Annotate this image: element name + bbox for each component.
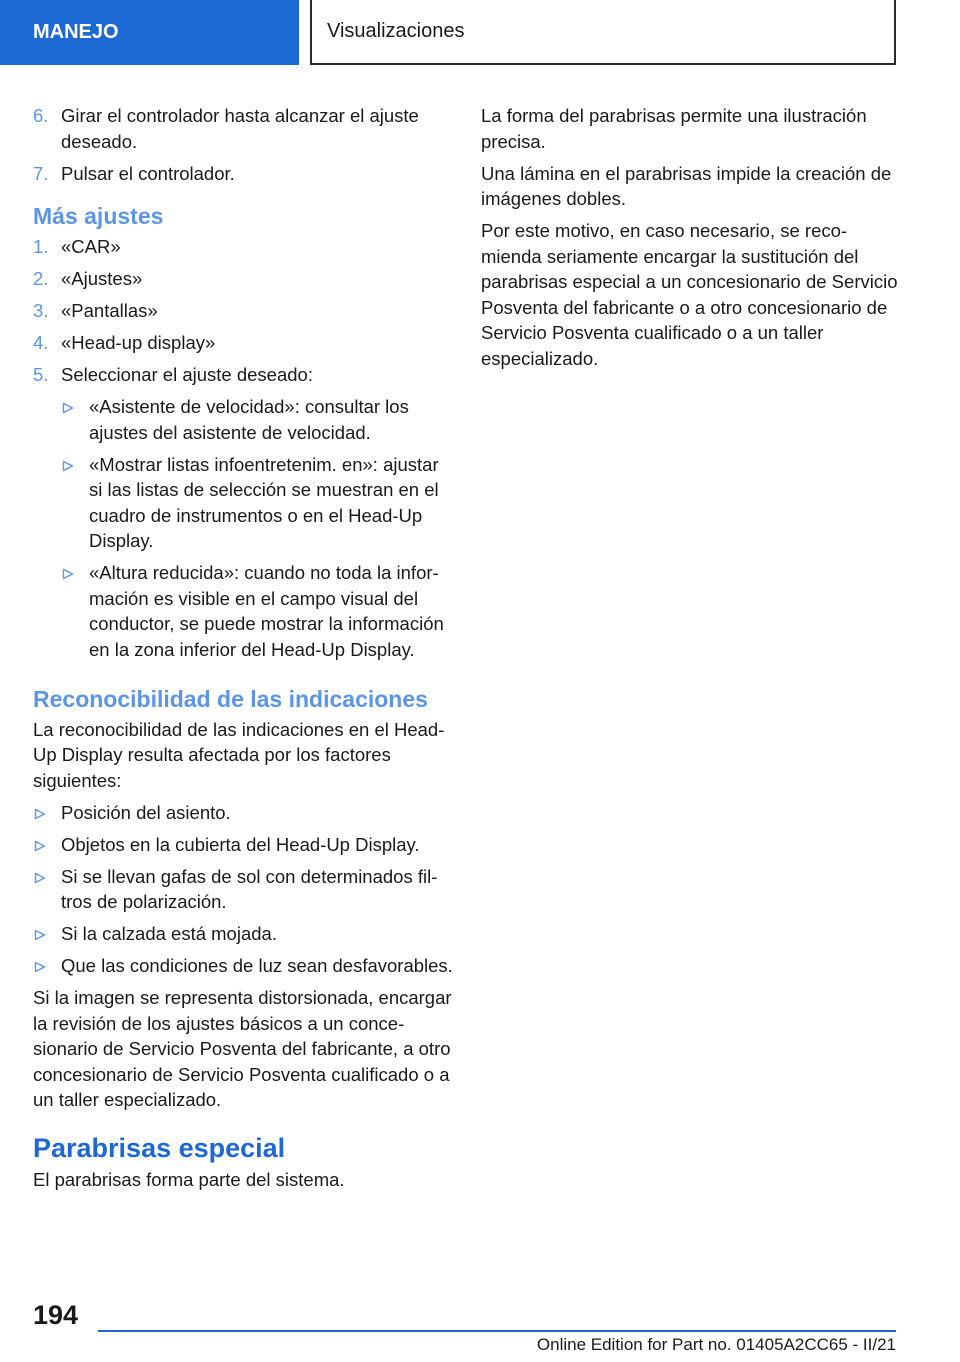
footer-edition: Online Edition for Part no. 01405A2CC65 - II/21	[536, 1335, 896, 1354]
list-item	[33, 362, 453, 669]
list-item	[33, 298, 453, 324]
list-item	[33, 864, 453, 915]
step-number: 5.	[33, 364, 49, 385]
step-content	[61, 362, 453, 669]
list-item	[33, 161, 453, 187]
header-title-box	[310, 0, 896, 65]
paragraph: Una lámina en el parabrisas impide la creación de imágenes dobles.	[481, 162, 892, 209]
triangle-bullet-icon	[33, 921, 61, 947]
step-number: 6.	[33, 105, 49, 126]
step-text: «Head-up display»	[61, 332, 216, 353]
header-title: Visualizaciones	[327, 20, 465, 42]
setting-options-list	[61, 394, 453, 662]
list-item	[33, 953, 453, 979]
list-item	[33, 800, 453, 826]
triangle-bullet-icon	[33, 832, 61, 858]
heading-parabrisas-especial: Parabrisas especial	[33, 1132, 286, 1163]
paragraph: Por este motivo, en caso necesario, se recomienda seriamente encargar la sustitución del parabrisas especial a un concesionario de Servicio Posventa del fabricante o a otro concesionario de Servicio Posventa cualificado o a un taller especializado.	[481, 220, 898, 369]
list-item	[33, 266, 453, 292]
option-text: «Mostrar listas infoentretenim. en»: ajustar si las listas de selección se muestran en el cuadro de instrumentos o en el Head-Up Display.	[89, 453, 439, 551]
triangle-bullet-icon	[61, 394, 89, 445]
list-item	[33, 103, 453, 154]
list-item	[33, 832, 453, 858]
step-number: 7.	[33, 162, 49, 184]
list-item	[33, 234, 453, 260]
triangle-bullet-icon	[61, 560, 89, 662]
factor-text: Posición del asiento.	[61, 801, 231, 823]
paragraph: La forma del parabrisas permite una ilustración precisa.	[481, 105, 867, 152]
step-text: Seleccionar el ajuste deseado:	[61, 364, 313, 385]
step-text: Girar el controlador hasta alcanzar el ajuste deseado.	[61, 105, 419, 152]
recon-intro: La reconocibilidad de las indicaciones en el Head-Up Display resulta afectada por los factores siguientes:	[33, 718, 445, 791]
page-number: 194	[33, 1300, 79, 1330]
list-item	[33, 330, 453, 356]
recon-outro: Si la imagen se representa distorsionada, encargar la revisión de los ajustes básicos a un concesionario de Servicio Posventa del fabricante, a otro concesionario de Servicio Posventa cualificado o a un taller especializado.	[33, 987, 452, 1110]
step-text: «Pantallas»	[61, 300, 158, 321]
step-text: «CAR»	[61, 236, 121, 257]
heading-reconocibilidad: Reconocibilidad de las indicaciones	[33, 685, 428, 712]
step-number: 3.	[33, 300, 49, 321]
triangle-bullet-icon	[33, 800, 61, 826]
footer-divider	[98, 1330, 896, 1332]
triangle-bullet-icon	[61, 452, 89, 554]
option-text: «Altura reducida»: cuando no toda la información es visible en el campo visual del conductor, se puede mostrar la información en la zona inferior del Head-Up Display.	[89, 562, 444, 660]
heading-mas-ajustes: Más ajustes	[33, 203, 164, 229]
right-column	[481, 103, 901, 378]
step-text: Pulsar el controlador.	[61, 162, 235, 184]
factor-text: Si se llevan gafas de sol con determinados filtros de polarización.	[61, 865, 438, 912]
factor-text: Si la calzada está mojada.	[61, 923, 277, 944]
steps-mas-ajustes	[33, 234, 453, 669]
list-item	[33, 921, 453, 947]
step-number: 2.	[33, 268, 49, 289]
header-section-label: MANEJO	[33, 21, 119, 43]
recon-factors-list	[33, 800, 453, 979]
left-column	[33, 103, 453, 1199]
list-item	[61, 452, 453, 554]
triangle-bullet-icon	[33, 953, 61, 979]
factor-text: Objetos en la cubierta del Head-Up Display.	[61, 833, 420, 855]
list-item	[61, 560, 453, 662]
option-text: «Asistente de velocidad»: consultar los ajustes del asistente de velocidad.	[89, 396, 409, 443]
header-section-tab	[0, 0, 299, 65]
parabrisas-text: El parabrisas forma parte del sistema.	[33, 1168, 345, 1190]
step-number: 4.	[33, 332, 49, 353]
list-item	[61, 394, 453, 445]
steps-continued	[33, 103, 453, 186]
step-text: «Ajustes»	[61, 268, 143, 289]
triangle-bullet-icon	[33, 864, 61, 915]
factor-text: Que las condiciones de luz sean desfavorables.	[61, 955, 453, 976]
step-number: 1.	[33, 236, 49, 257]
